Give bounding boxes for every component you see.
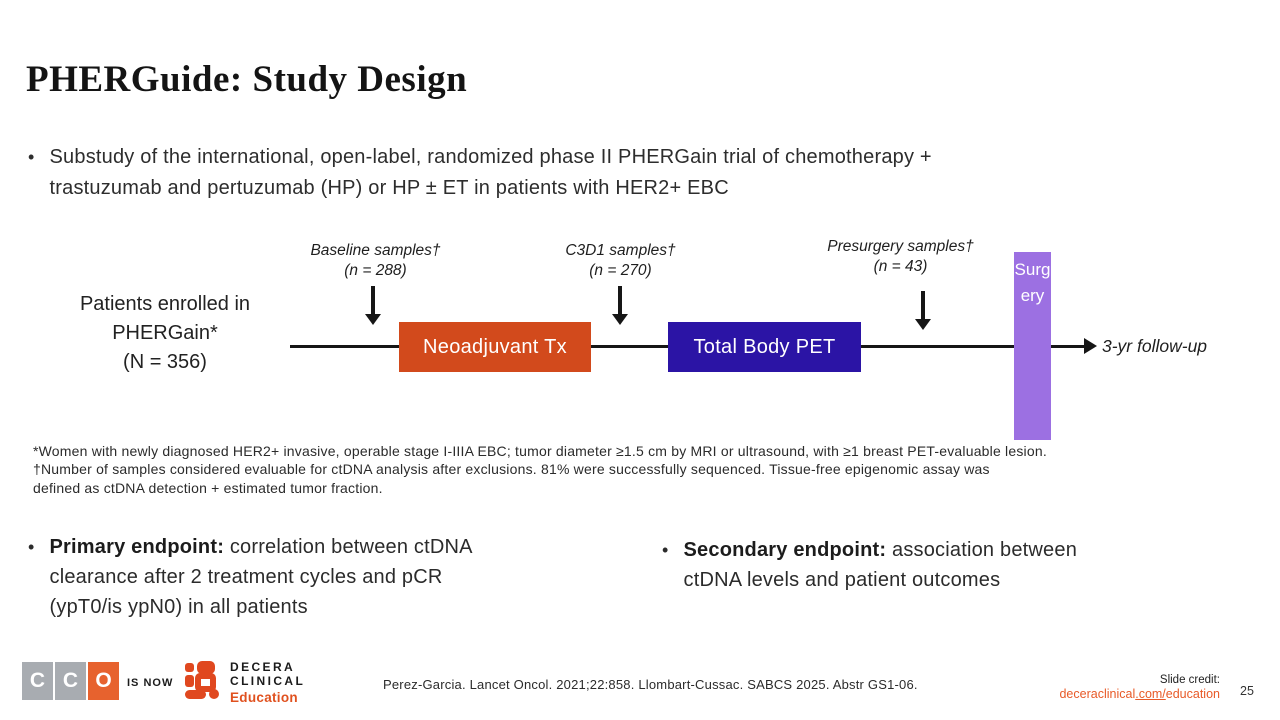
secondary-endpoint-bullet <box>662 535 1222 595</box>
decera-logo-text <box>230 660 305 706</box>
presurgery-down-arrow-icon <box>915 291 931 330</box>
page-number: 25 <box>1240 684 1254 698</box>
primary-endpoint-bullet <box>28 532 628 622</box>
cco-logo-letter: C <box>55 662 86 700</box>
page-title: PHERGuide: Study Design <box>26 59 468 100</box>
secondary-endpoint-text <box>684 535 1078 595</box>
footnote-dagger: †Number of samples considered evaluable for ctDNA analysis after exclusions. 81% were successfully sequenced. Tissue-free epigenomic assay was defined as ctDNA detection + estimated tumor fraction. <box>33 461 990 496</box>
decera-logo-icon <box>185 661 223 699</box>
link-part[interactable]: deceraclinical <box>1059 687 1136 701</box>
c3d1-samples-label: C3D1 samples† (n = 270) <box>565 242 676 280</box>
arrow-head <box>915 319 931 330</box>
decera-wordmark-line1: DECERA <box>230 660 296 674</box>
primary-endpoint-body: correlation between ctDNA clearance after 2 treatment cycles and pCR (ypT0/is ypN0) in all patients <box>49 536 473 618</box>
primary-endpoint-label: Primary endpoint: <box>49 536 225 558</box>
intro-bullet-text: Substudy of the international, open-label, randomized phase II PHERGain trial of chemotherapy + trastuzumab and pertuzumab (HP) or HP ± ET in patients with HER2+ EBC <box>49 146 932 199</box>
cco-logo <box>22 662 119 700</box>
primary-endpoint-text <box>50 532 473 622</box>
secondary-endpoint-body: association between ctDNA levels and patient outcomes <box>683 539 1078 591</box>
arrow-stem <box>921 291 925 319</box>
link-part[interactable]: .com/ <box>1135 687 1166 701</box>
secondary-endpoint-label: Secondary endpoint: <box>683 539 887 561</box>
decera-wordmark-line3: Education <box>230 689 298 705</box>
slide-credit-label: Slide credit: <box>1159 674 1220 686</box>
is-now-label: IS NOW <box>127 677 174 689</box>
arrow-head <box>365 314 381 325</box>
logo-shape <box>185 690 206 699</box>
presurgery-samples-label: Presurgery samples† (n = 43) <box>827 238 974 276</box>
arrow-stem <box>618 286 622 314</box>
slide-credit-link[interactable] <box>1000 687 1220 701</box>
footnote-asterisk: *Women with newly diagnosed HER2+ invasive, operable stage I-IIIA EBC; tumor diameter ≥1.5 cm by MRI or ultrasound, with ≥1 breast PET-evaluable lesion. <box>33 443 1047 459</box>
followup-label: 3-yr follow-up <box>1102 336 1208 356</box>
link-part[interactable]: education <box>1165 687 1220 701</box>
bullet-glyph: • <box>28 147 35 167</box>
decera-wordmark-line2: CLINICAL <box>230 674 306 689</box>
arrow-head <box>612 314 628 325</box>
bullet-glyph: • <box>662 540 669 560</box>
footnotes <box>33 442 1268 497</box>
total-body-pet-box: Total Body PET <box>668 322 861 372</box>
arrow-stem <box>371 286 375 314</box>
timeline-arrowhead-icon <box>1084 338 1097 354</box>
logo-shape <box>185 675 194 687</box>
logo-shape <box>209 689 219 699</box>
enrolled-label: Patients enrolled in PHERGain* (N = 356) <box>79 293 251 373</box>
neoadjuvant-box: Neoadjuvant Tx <box>399 322 591 372</box>
bullet-glyph: • <box>28 537 35 557</box>
intro-bullet <box>28 142 1228 204</box>
logo-shape <box>185 663 194 672</box>
cco-logo-letter: C <box>22 662 53 700</box>
baseline-down-arrow-icon <box>365 286 381 325</box>
slide-credit <box>1000 673 1220 701</box>
surgery-box: Surgery <box>1014 252 1051 440</box>
c3d1-down-arrow-icon <box>612 286 628 325</box>
citation: Perez-Garcia. Lancet Oncol. 2021;22:858. Llombart-Cussac. SABCS 2025. Abstr GS1-06. <box>383 677 918 692</box>
cco-logo-letter: O <box>88 662 119 700</box>
baseline-samples-label: Baseline samples† (n = 288) <box>310 242 441 280</box>
